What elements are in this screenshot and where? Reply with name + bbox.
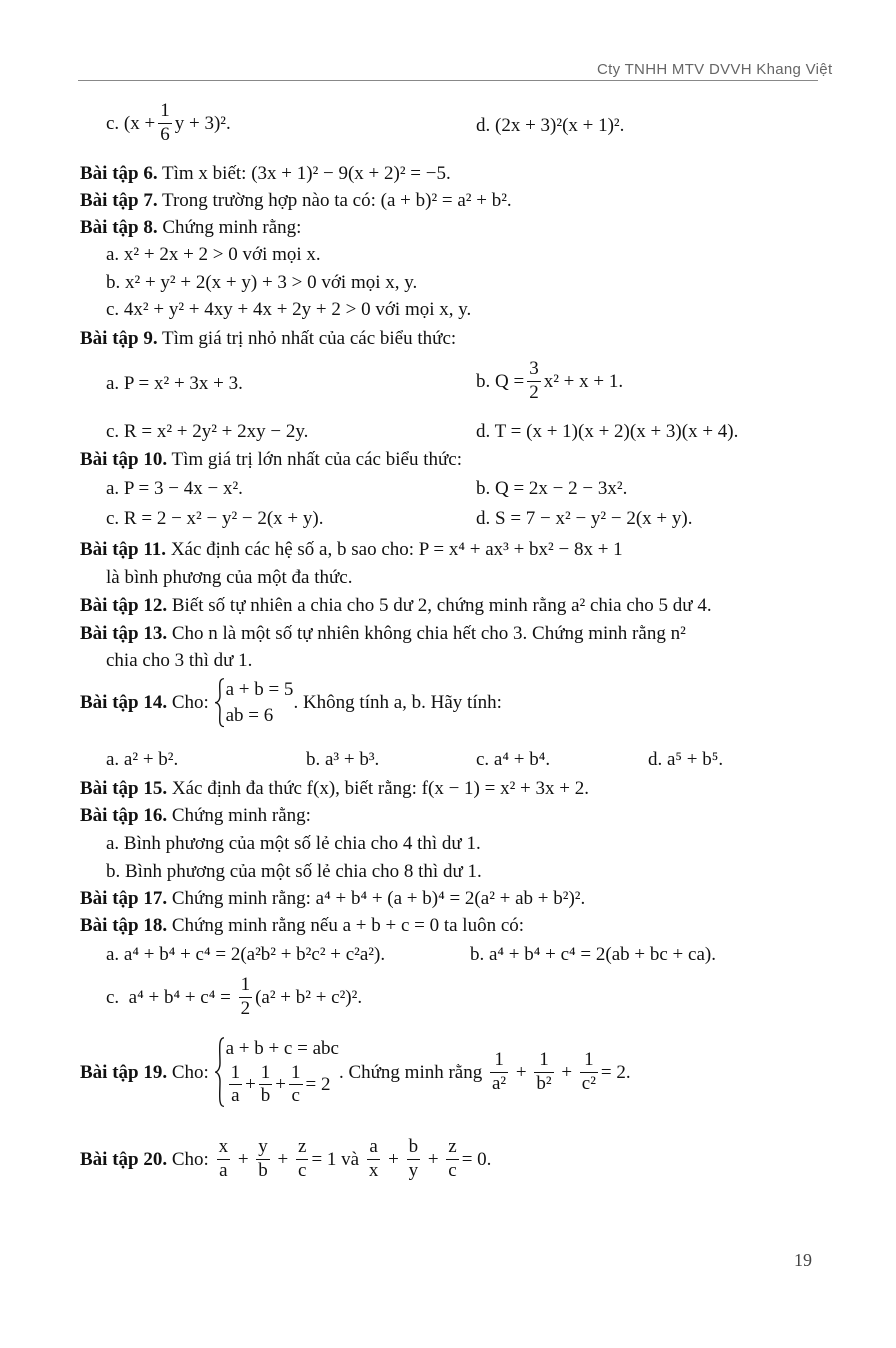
system-row: a + b = 5	[225, 679, 294, 700]
exercise-11	[80, 540, 623, 559]
exercise-15	[80, 779, 589, 798]
fraction: $\frac{1}{\text{c²}}$	[581, 1048, 596, 1094]
exercise-text: . Không tính a, b. Hãy tính:	[293, 692, 502, 714]
exercise-text: Cho n là một số tự nhiên không chia hết cho 3. Chứng minh rằng n²	[167, 623, 686, 644]
header-rule	[78, 80, 818, 81]
exercise-16a: a. Bình phương của một số lẻ chia cho 4 thì dư 1.	[106, 833, 481, 854]
exercise-20: Bài tập 20. Cho: $\frac{x}{a}$ + $\frac{y}{b}$ + $\frac{z}{c}$ = 1 và $\frac{a}{x}$ + $\frac{b}{y}$ + $\frac{z}{c}$ = 0.	[80, 1136, 492, 1181]
exercise-label: Bài tập 17.	[80, 888, 168, 909]
fraction: $\frac{1}{\text{a²}}$	[492, 1048, 507, 1094]
exercise-label: Bài tập 12.	[80, 595, 168, 616]
exercise-11-cont: là bình phương của một đa thức.	[106, 567, 353, 588]
exercise-label: Bài tập 20.	[80, 1148, 168, 1170]
exercise-10	[80, 450, 462, 469]
exercise-text: Xác định đa thức f(x), biết rằng: f(x − 1) = x² + 3x + 2.	[167, 778, 589, 799]
expr-text: c. (x +	[106, 112, 156, 134]
exercise-text: Chứng minh rằng: a⁴ + b⁴ + (a + b)⁴ = 2(a² + ab + b²)².	[167, 888, 586, 909]
curly-brace-icon	[214, 1036, 226, 1108]
exercise-label: Bài tập 7.	[80, 190, 158, 211]
expr-text: b. Q =	[476, 370, 525, 392]
exercise-text: Chứng minh rằng:	[167, 805, 311, 826]
exercise-8c: c. 4x² + y² + 4xy + 4x + 2y + 2 > 0 với mọi x, y.	[106, 299, 472, 320]
exercise-label: Bài tập 14.	[80, 692, 168, 714]
curly-brace-icon	[214, 677, 226, 728]
fraction: $\frac{z}{c}$	[448, 1136, 457, 1181]
exercise-text: . Chứng minh rằng	[338, 1061, 487, 1083]
exercise-10a: a. P = 3 − 4x − x².	[106, 478, 243, 499]
exercise-10d: d. S = 7 − x² − y² − 2(x + y).	[476, 508, 693, 529]
exercise-14b: b. a³ + b³.	[306, 749, 380, 770]
exercise-16b: b. Bình phương của một số lẻ chia cho 8 thì dư 1.	[106, 861, 482, 882]
exercise-label: Bài tập 18.	[80, 915, 168, 936]
fraction: $\frac{1}{6}$	[160, 100, 170, 145]
exercise-9c: c. R = x² + 2y² + 2xy − 2y.	[106, 421, 309, 442]
exercise-9d: d. T = (x + 1)(x + 2)(x + 3)(x + 4).	[476, 421, 739, 442]
exercise-16	[80, 806, 311, 825]
exercise-10c: c. R = 2 − x² − y² − 2(x + y).	[106, 508, 324, 529]
exercise-label: Bài tập 9.	[80, 328, 158, 349]
expr-text: x² + x + 1.	[543, 370, 624, 392]
exercise-9a: a. P = x² + 3x + 3.	[106, 373, 243, 394]
equation-system	[214, 1036, 339, 1108]
exercise-5c	[106, 100, 231, 147]
exercise-14c: c. a⁴ + b⁴.	[476, 749, 551, 770]
exercise-8	[80, 218, 301, 237]
exercise-label: Bài tập 11.	[80, 539, 167, 560]
fraction: $\frac{z}{c}$	[298, 1136, 307, 1181]
exercise-18b: b. a⁴ + b⁴ + c⁴ = 2(ab + bc + ca).	[470, 944, 716, 965]
expr-text: (a² + b² + c²)².	[255, 986, 363, 1008]
system-row: a + b + c = abc	[225, 1038, 339, 1059]
exercise-text: Chứng minh rằng:	[157, 217, 302, 238]
fraction: $\frac{y}{b}$	[258, 1136, 268, 1181]
exercise-9b	[476, 358, 623, 405]
exercise-12	[80, 596, 712, 615]
system-row: ab = 6	[225, 704, 274, 726]
fraction: $\frac{x}{a}$	[218, 1136, 229, 1181]
exercise-label: Bài tập 19.	[80, 1061, 168, 1083]
exercise-text: Tìm x biết: (3x + 1)² − 9(x + 2)² = −5.	[157, 163, 451, 184]
expr-text: = 0.	[461, 1148, 492, 1170]
exercise-label: Bài tập 13.	[80, 623, 168, 644]
exercise-9	[80, 329, 456, 348]
exercise-text: Tìm giá trị nhỏ nhất của các biểu thức:	[157, 328, 457, 349]
exercise-7	[80, 191, 512, 210]
system-row: $\frac{1}{a}$ + $\frac{1}{b}$ + $\frac{1}{c}$ = 2	[230, 1061, 331, 1107]
expr-text: = 2.	[600, 1061, 631, 1083]
equation-system	[214, 677, 294, 728]
exercise-14d: d. a⁵ + b⁵.	[648, 749, 724, 770]
exercise-19: Bài tập 19. Cho: a + b + c = abc $\frac{1}{a}$ + $\frac{1}{b}$ + $\frac{1}{c}$ = 2 . Chứng minh rằng $\frac{1}{\text{a²}}$ + $\frac{1}{\text{b²}}$ + $\frac{1}{\text{c²}}$ = 2.	[80, 1038, 631, 1107]
exercise-17	[80, 889, 585, 908]
page-number: 19	[794, 1250, 812, 1270]
fraction: $\frac{1}{b}$	[260, 1061, 271, 1107]
exercise-label: Bài tập 16.	[80, 805, 168, 826]
exercise-text: Trong trường hợp nào ta có: (a + b)² = a² + b².	[157, 190, 512, 211]
exercise-text: Xác định các hệ số a, b sao cho: P = x⁴ + ax³ + bx² − 8x + 1	[166, 539, 623, 560]
exercise-6	[80, 164, 451, 183]
exercise-text: Cho:	[167, 1148, 214, 1170]
running-header: Cty TNHH MTV DVVH Khang Việt	[597, 61, 833, 78]
exercise-18	[80, 916, 524, 935]
exercise-13-cont: chia cho 3 thì dư 1.	[106, 650, 253, 671]
exercise-label: Bài tập 10.	[80, 449, 168, 470]
expr-text: c. a⁴ + b⁴ + c⁴ =	[106, 986, 236, 1008]
exercise-label: Bài tập 8.	[80, 217, 158, 238]
exercise-text: Chứng minh rằng nếu a + b + c = 0 ta luôn có:	[167, 915, 525, 936]
exercise-14a: a. a² + b².	[106, 749, 179, 770]
fraction: $\frac{1}{c}$	[291, 1061, 301, 1107]
exercise-label: Bài tập 15.	[80, 778, 168, 799]
exercise-text: Cho:	[167, 692, 214, 714]
expr-text: = 1 và	[311, 1148, 364, 1170]
fraction: $\frac{1}{\text{b²}}$	[536, 1048, 552, 1094]
fraction: $\frac{1}{2}$	[240, 974, 251, 1019]
exercise-8b: b. x² + y² + 2(x + y) + 3 > 0 với mọi x, y.	[106, 272, 418, 293]
exercise-18a: a. a⁴ + b⁴ + c⁴ = 2(a²b² + b²c² + c²a²).	[106, 944, 386, 965]
fraction: $\frac{3}{2}$	[529, 358, 539, 403]
exercise-18c	[106, 974, 362, 1021]
fraction: $\frac{b}{y}$	[408, 1136, 419, 1181]
exercise-text: Biết số tự nhiên a chia cho 5 dư 2, chứng minh rằng a² chia cho 5 dư 4.	[167, 595, 712, 616]
expr-text: = 2	[305, 1074, 331, 1096]
exercise-5d: d. (2x + 3)²(x + 1)².	[476, 115, 625, 136]
exercise-13	[80, 624, 686, 643]
fraction: $\frac{a}{x}$	[368, 1136, 379, 1181]
exercise-10b: b. Q = 2x − 2 − 3x².	[476, 478, 628, 499]
exercise-text: Cho:	[167, 1061, 214, 1083]
fraction: $\frac{1}{a}$	[230, 1061, 241, 1107]
exercise-text: Tìm giá trị lớn nhất của các biểu thức:	[167, 449, 462, 470]
exercise-14	[80, 677, 502, 728]
expr-text: y + 3)².	[174, 112, 231, 134]
exercise-label: Bài tập 6.	[80, 163, 158, 184]
exercise-8a: a. x² + 2x + 2 > 0 với mọi x.	[106, 244, 321, 265]
